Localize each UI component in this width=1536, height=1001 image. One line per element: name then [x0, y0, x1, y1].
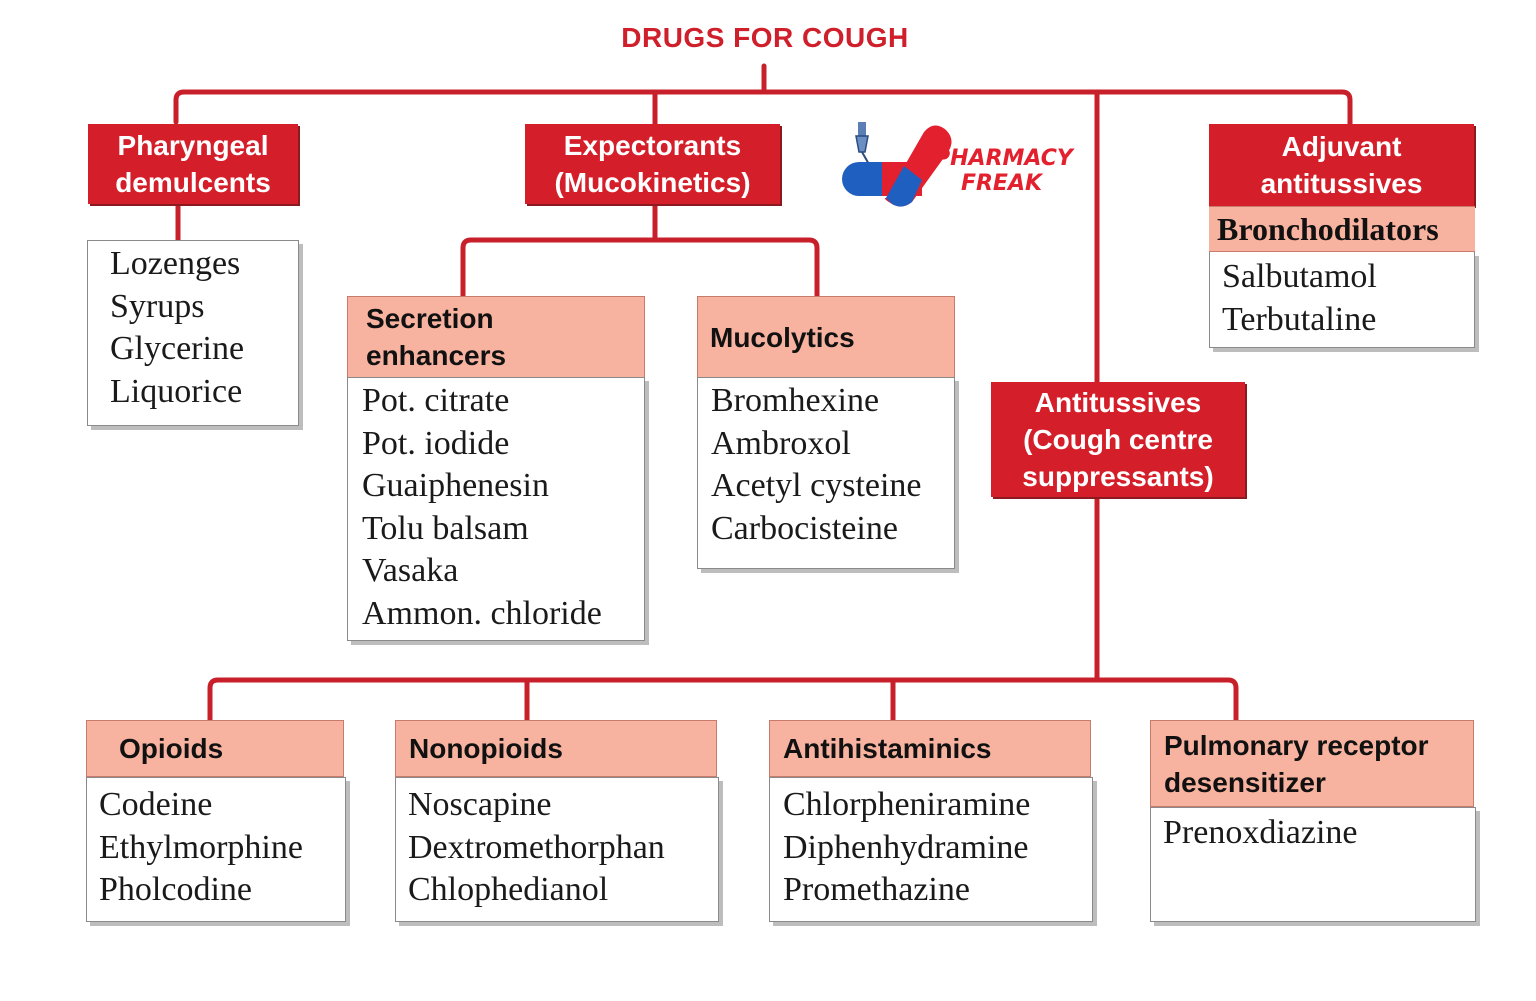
logo-line-2: FREAK — [960, 171, 1043, 196]
list-item: Tolu balsam — [362, 509, 529, 547]
header-line: Bronchodilators — [1217, 210, 1439, 247]
list-item: Pholcodine — [99, 871, 252, 908]
header-line: suppressants) — [1022, 461, 1214, 492]
antitussives-header — [991, 382, 1245, 497]
list-item: Guaiphenesin — [362, 467, 549, 504]
bronchodilators-header — [1209, 206, 1475, 252]
pharyngeal-demulcents-header — [88, 124, 298, 204]
opioids-header — [86, 720, 344, 777]
nonopioids-list — [395, 777, 719, 922]
list-item: Dextromethorphan — [408, 828, 665, 866]
list-item: Syrups — [110, 287, 205, 325]
diagram-title: DRUGS FOR COUGH — [621, 22, 909, 53]
list-item: Noscapine — [408, 786, 552, 823]
list-item: Pot. iodide — [362, 424, 510, 462]
adjuvant-antitussives-header — [1209, 124, 1474, 206]
list-item: Ambroxol — [711, 424, 851, 462]
logo-line-1: PHARMACY — [934, 146, 1073, 171]
secretion-enhancers-header — [347, 296, 645, 378]
nonopioids-header — [395, 720, 717, 777]
list-item: Bromhexine — [711, 382, 880, 419]
mucolytics-header — [697, 296, 955, 378]
list-item: Prenoxdiazine — [1163, 814, 1358, 851]
list-item: Carbocisteine — [711, 509, 898, 547]
list-item: Ammon. chloride — [362, 594, 602, 632]
header-line: Nonopioids — [409, 733, 563, 764]
header-line: Pulmonary receptor — [1164, 729, 1429, 761]
secretion-enhancers-list — [347, 377, 645, 641]
antihistaminics-header — [769, 720, 1091, 777]
header-line: Antihistaminics — [783, 733, 992, 764]
header-line: (Mucokinetics) — [554, 167, 751, 198]
logo-text — [934, 146, 1073, 196]
list-item: Liquorice — [110, 372, 243, 410]
header-line: Mucolytics — [710, 321, 855, 353]
list-item: Ethylmorphine — [99, 828, 303, 866]
list-item: Chlophedianol — [408, 871, 609, 908]
header-line: Adjuvant — [1281, 131, 1402, 162]
list-item: Acetyl cysteine — [711, 467, 922, 504]
list-item: Promethazine — [783, 871, 970, 908]
expectorants-header — [525, 124, 780, 204]
list-item: Chlorpheniramine — [783, 786, 1031, 823]
opioids-list — [86, 777, 346, 922]
header-line: (Cough centre — [1023, 424, 1213, 455]
list-item: Glycerine — [110, 330, 245, 367]
list-item: Diphenhydramine — [783, 828, 1029, 866]
list-item: Codeine — [99, 786, 213, 823]
list-item: Lozenges — [110, 245, 241, 282]
header-line: Secretion — [366, 303, 494, 334]
header-line: antitussives — [1260, 168, 1423, 199]
mucolytics-list — [697, 377, 955, 569]
pharyngeal-demulcents-list — [87, 240, 299, 426]
list-item: Terbutaline — [1222, 300, 1377, 338]
antihistaminics-list — [769, 777, 1093, 922]
list-item: Salbutamol — [1222, 258, 1377, 295]
header-line: Antitussives — [1034, 387, 1202, 418]
header-line: Opioids — [119, 733, 224, 764]
header-line: Pharyngeal — [117, 130, 269, 161]
header-line: Expectorants — [563, 130, 742, 161]
pulmonary-desensitizer-header — [1150, 720, 1474, 807]
header-line: enhancers — [366, 340, 507, 371]
header-line: desensitizer — [1164, 766, 1326, 798]
list-item: Pot. citrate — [362, 382, 510, 419]
header-line: demulcents — [115, 167, 271, 198]
adjuvant-antitussives-list — [1209, 252, 1475, 348]
list-item: Vasaka — [362, 552, 459, 589]
pulmonary-desensitizer-list — [1150, 807, 1476, 922]
